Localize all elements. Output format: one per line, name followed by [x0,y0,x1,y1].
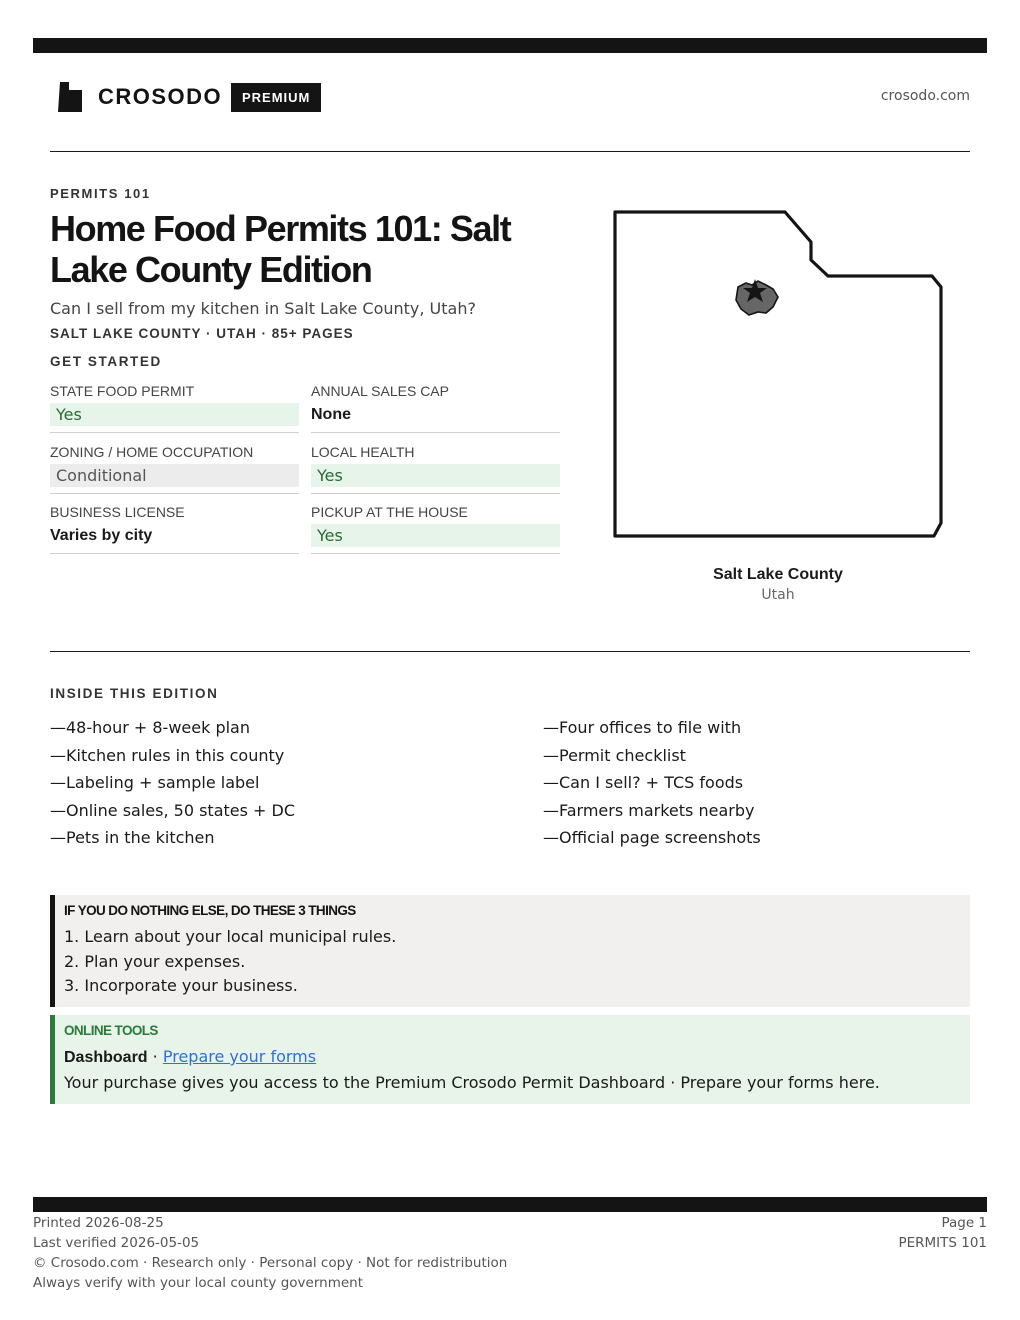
premium-badge: PREMIUM [231,83,321,112]
contents-item: —Kitchen rules in this county [50,745,285,765]
online-tools-links [64,1047,316,1067]
contents-list-left [50,714,490,852]
contents-item: —Online sales, 50 states + DC [50,800,296,820]
fact-zoning-home-occupation [50,441,299,494]
fact-label: PICKUP AT THE HOUSE [311,504,468,520]
fact-annual-sales-cap [311,380,560,433]
fact-business-license [50,501,299,554]
fact-state-food-permit [50,380,299,433]
top-bar [33,38,987,53]
header [50,78,970,118]
fact-value: Yes [311,464,560,487]
online-tools-heading: ONLINE TOOLS [64,1023,158,1038]
footer-section: PERMITS 101 [898,1235,987,1251]
fact-value: Yes [50,403,299,426]
link-separator: · [147,1047,163,1066]
map-county-name: Salt Lake County [713,566,843,583]
printed-date: Printed 2026-08-25 [33,1215,164,1231]
contents-item: —Can I sell? + TCS foods [543,773,744,793]
fact-value: Varies by city [50,527,153,544]
contents-item: —Farmers markets nearby [543,800,755,820]
verify-note: Always verify with your local county government [33,1275,363,1291]
section-divider [50,651,970,652]
three-things-item: 1. Learn about your local municipal rules. [64,927,397,946]
fact-label: STATE FOOD PERMIT [50,383,195,399]
site-url[interactable]: crosodo.com [880,88,970,104]
page-subtitle: Can I sell from my kitchen in Salt Lake County, Utah? [50,299,476,318]
fact-label: BUSINESS LICENSE [50,504,185,520]
three-things-item: 3. Incorporate your business. [64,976,298,996]
utah-state-map [608,205,948,545]
get-started-heading: GET STARTED [50,354,162,369]
footer-right [898,1213,987,1253]
utah-state-logo-icon [56,80,84,114]
inside-edition-heading: INSIDE THIS EDITION [50,686,219,701]
fact-pickup-at-the-house [311,501,560,554]
fact-label: ANNUAL SALES CAP [311,383,449,399]
contents-item: —Permit checklist [543,745,686,765]
fact-value: Yes [311,524,560,547]
contents-item: —Official page screenshots [543,828,761,848]
three-things-list [64,925,396,999]
fact-label: LOCAL HEALTH [311,444,415,460]
callout-heading: IF YOU DO NOTHING ELSE, DO THESE 3 THINGS [64,903,356,918]
edition-meta: SALT LAKE COUNTY · UTAH · 85+ PAGES [50,326,354,341]
state-outline [615,212,941,536]
brand-name: CROSODO [98,84,223,109]
contents-item: —Pets in the kitchen [50,828,215,848]
contents-list-right [543,714,983,852]
online-tools-callout [50,1015,970,1104]
three-things-item: 2. Plan your expenses. [64,951,246,971]
footer-bar [33,1197,987,1212]
header-divider [50,151,970,152]
prepare-forms-link[interactable]: Prepare your forms [162,1047,317,1066]
page-title: Home Food Permits 101: Salt Lake County Edition [50,208,511,290]
section-kicker: PERMITS 101 [50,186,151,201]
contents-item: —Labeling + sample label [50,773,260,793]
verified-date: Last verified 2026-05-05 [33,1235,200,1251]
fact-local-health [311,441,560,494]
contents-item: —Four offices to file with [543,718,742,737]
fact-label: ZONING / HOME OCCUPATION [50,444,254,460]
page-number: Page 1 [941,1215,987,1231]
footer-left [33,1213,507,1293]
fact-value: None [311,406,351,423]
copyright-notice: © Crosodo.com · Research only · Personal copy · Not for redistribution [33,1255,508,1271]
dashboard-label: Dashboard [64,1049,148,1066]
fact-value: Conditional [50,464,299,487]
three-things-callout [50,895,970,1007]
online-tools-description: Your purchase gives you access to the Premium Crosodo Permit Dashboard · Prepare your forms here. [64,1073,880,1092]
map-state-name: Utah [761,587,795,603]
contents-item: —48-hour + 8-week plan [50,718,250,737]
